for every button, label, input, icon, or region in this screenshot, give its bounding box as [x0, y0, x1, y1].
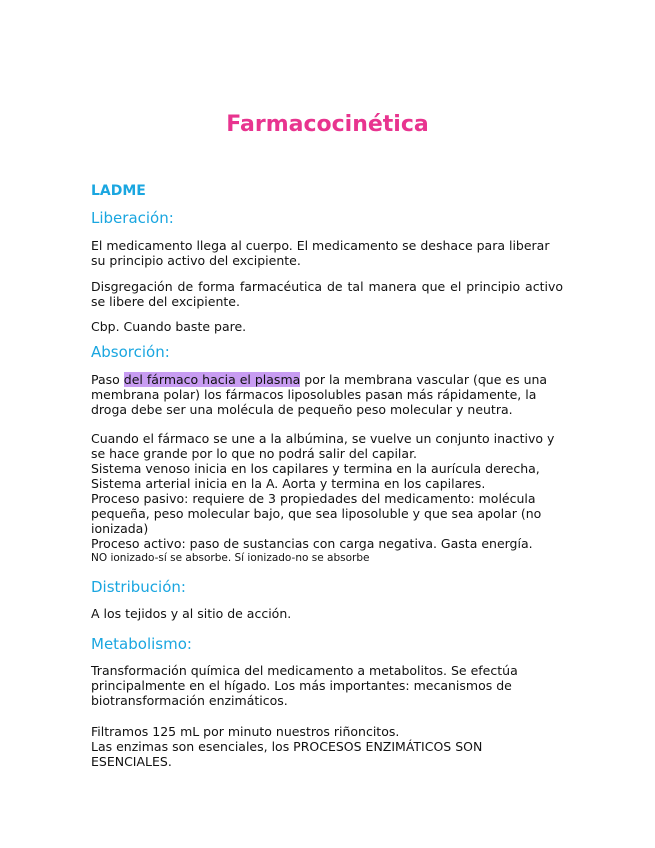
metabolismo-line-1: Filtramos 125 mL por minuto nuestros riñoncitos.	[91, 724, 400, 739]
highlighted-text: del fármaco hacia el plasma	[123, 372, 301, 387]
heading-liberacion: Liberación:	[91, 209, 174, 227]
heading-absorcion: Absorción:	[91, 343, 170, 361]
absorcion-text-before: Paso	[91, 372, 124, 387]
heading-metabolismo: Metabolismo:	[91, 635, 192, 653]
distribucion-paragraph-1: A los tejidos y al sitio de acción.	[91, 606, 292, 621]
absorcion-paragraph-1	[91, 372, 563, 417]
absorcion-line-3: Sistema arterial inicia en la A. Aorta y termina en los capilares.	[91, 476, 486, 491]
liberacion-paragraph-1: El medicamento llega al cuerpo. El medicamento se deshace para liberar su principio activo del excipiente.	[91, 238, 550, 268]
absorcion-note: NO ionizado-sí se absorbe. Sí ionizado-no se absorbe	[91, 552, 370, 564]
absorcion-line-1: Cuando el fármaco se une a la albúmina, se vuelve un conjunto inactivo y se hace grande por lo que no podrá salir del capilar.	[91, 431, 555, 461]
page-title: Farmacocinética	[226, 112, 429, 137]
liberacion-paragraph-2: Disgregación de forma farmacéutica de tal manera que el principio activo se libere del excipiente.	[91, 279, 563, 309]
metabolismo-paragraph-1: Transformación química del medicamento a metabolitos. Se efectúa principalmente en el hígado. Los más importantes: mecanismos de biotransformación enzimáticos.	[91, 663, 518, 708]
heading-ladme: LADME	[91, 183, 146, 199]
absorcion-text-after: por la membrana vascular (que es una membrana polar) los fármacos liposolubles pasan más rápidamente, la droga debe ser una molécula de pequeño peso molecular y neutra.	[91, 372, 548, 417]
metabolismo-line-2: Las enzimas son esenciales, los PROCESOS ENZIMÁTICOS SON ESENCIALES.	[91, 739, 483, 769]
absorcion-line-2: Sistema venoso inicia en los capilares y termina en la aurícula derecha,	[91, 461, 540, 476]
absorcion-line-4: Proceso pasivo: requiere de 3 propiedades del medicamento: molécula pequeña, peso molecular bajo, que sea liposoluble y que sea apolar (no ionizada)	[91, 491, 542, 536]
liberacion-paragraph-3: Cbp. Cuando baste pare.	[91, 319, 247, 334]
heading-distribucion: Distribución:	[91, 578, 186, 596]
absorcion-line-5: Proceso activo: paso de sustancias con carga negativa. Gasta energía.	[91, 536, 533, 551]
